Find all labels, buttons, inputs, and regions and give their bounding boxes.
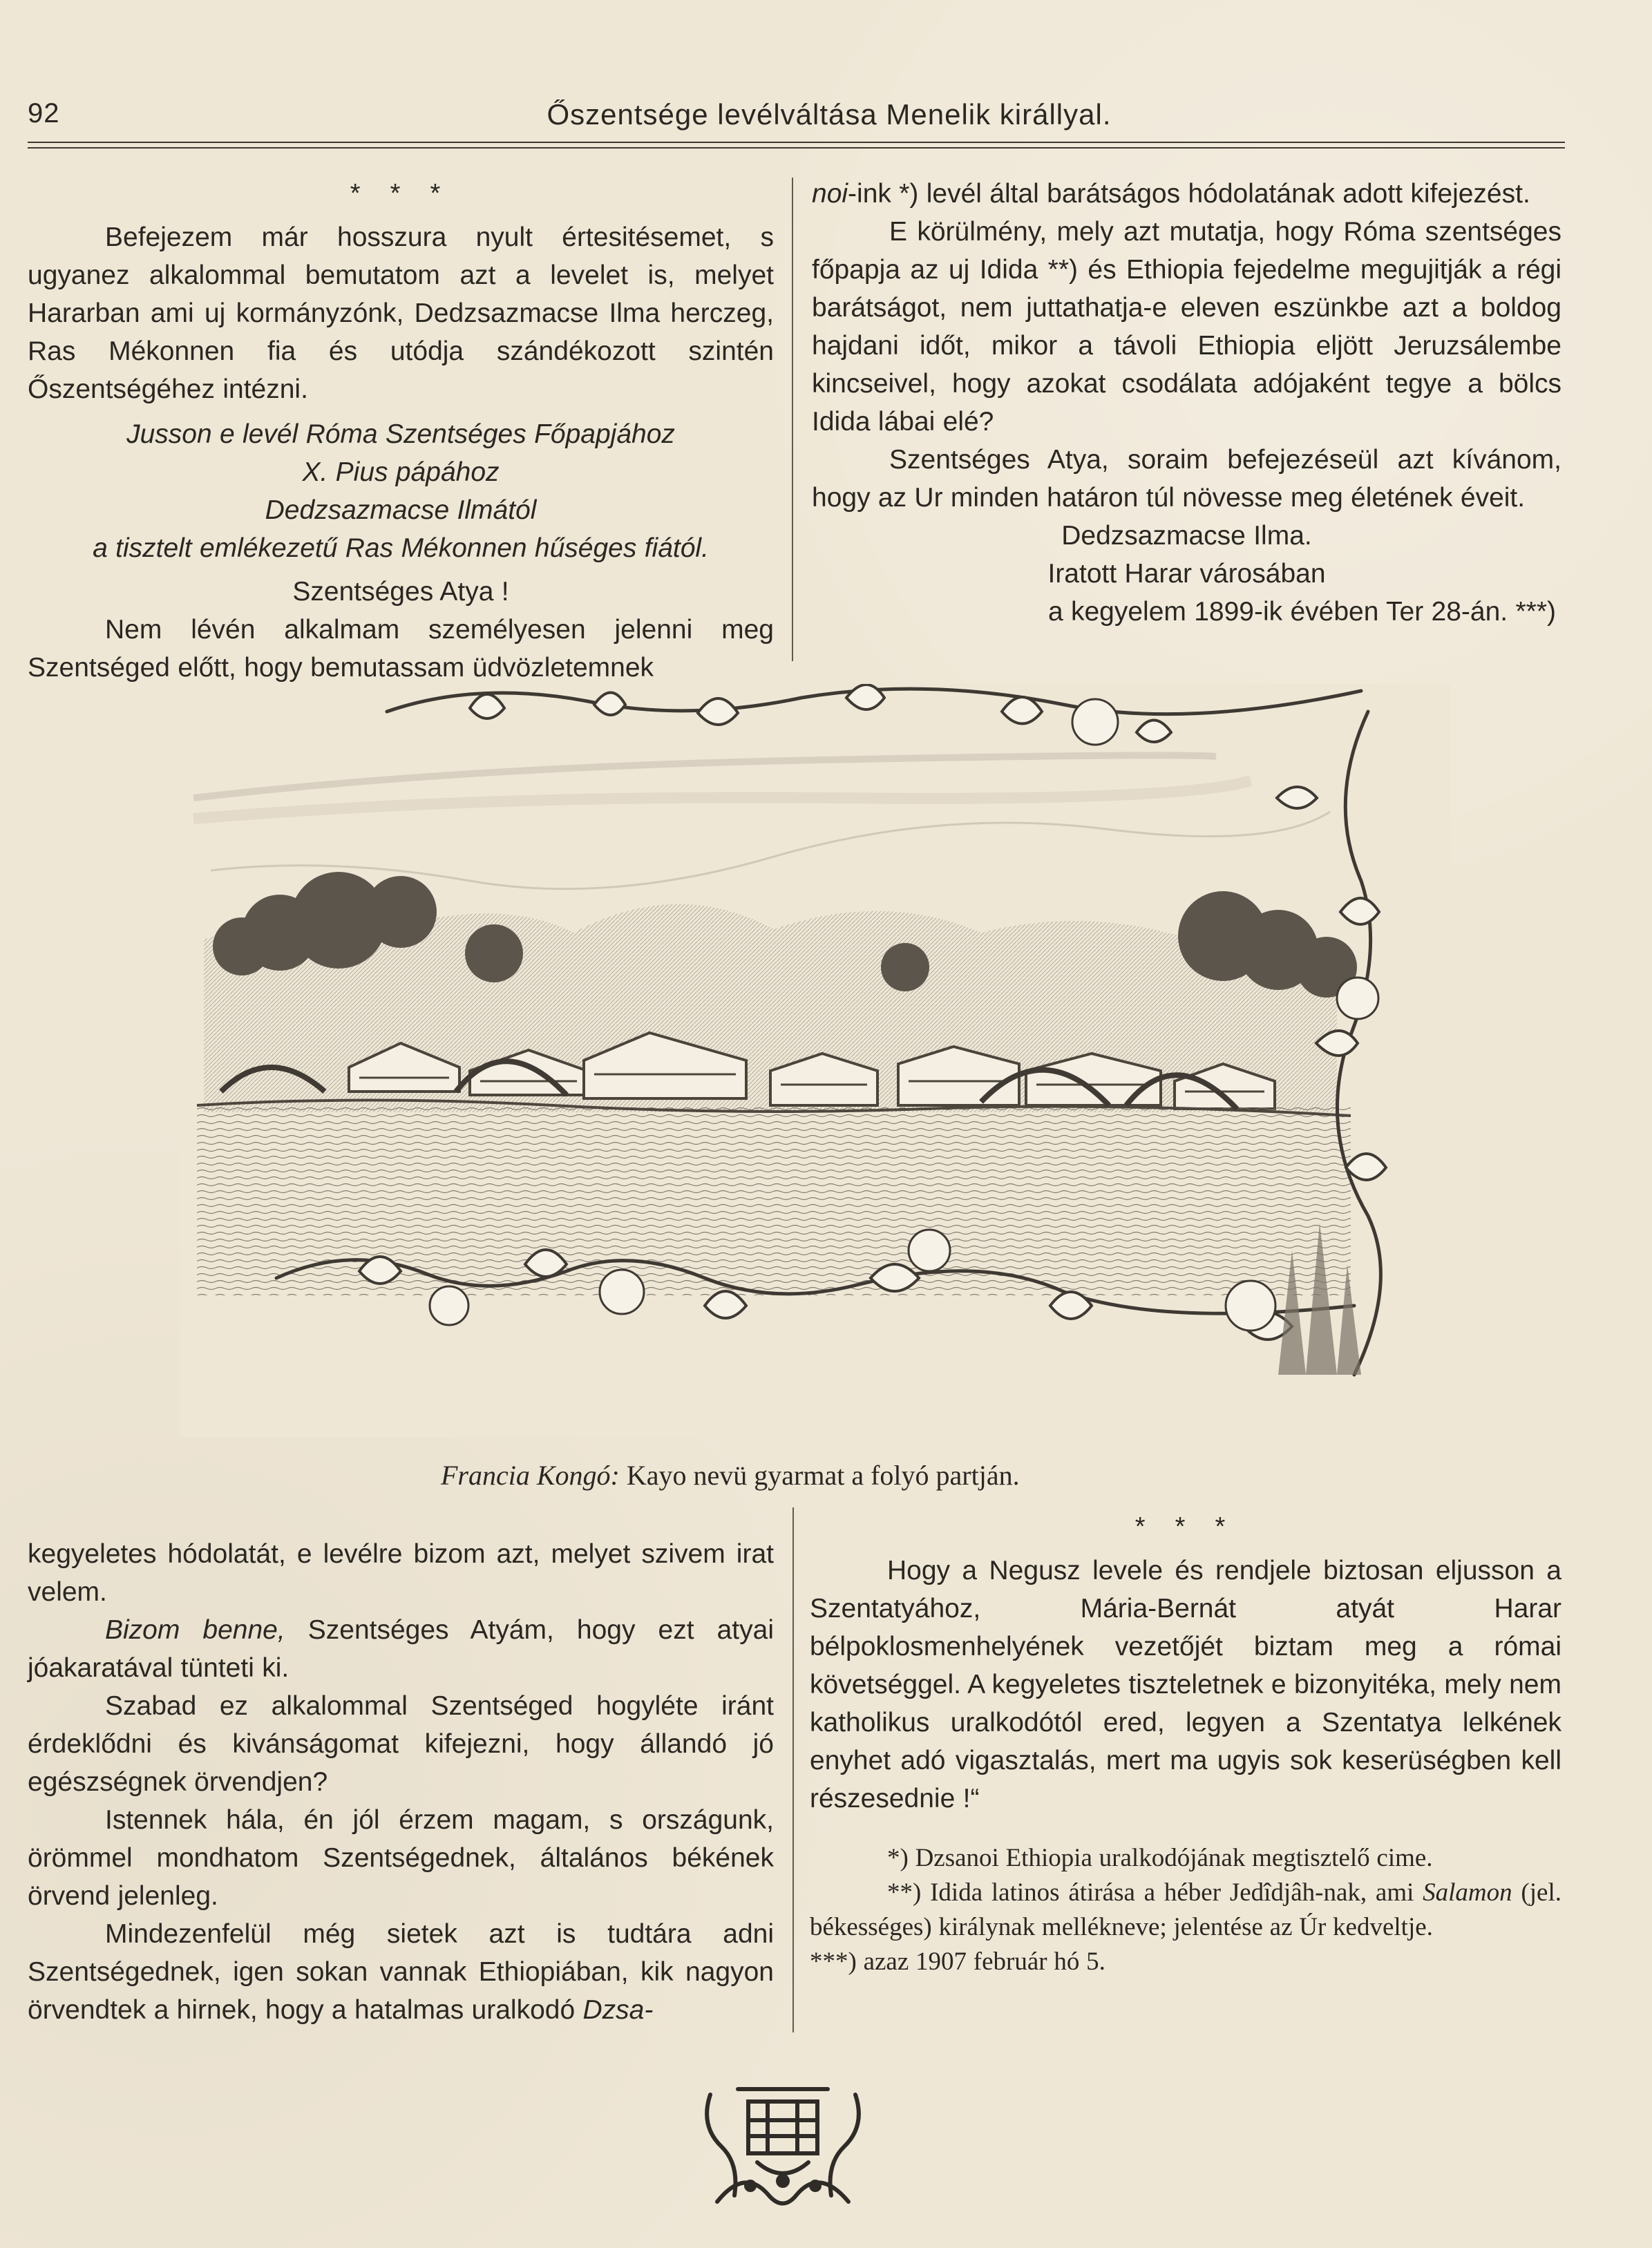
- column-divider-top: [792, 178, 793, 661]
- column-divider-bottom: [792, 1507, 794, 2032]
- letter-place: Iratott Harar városában: [1047, 559, 1326, 589]
- salutation: Szentséges Atya !: [292, 577, 509, 607]
- bottom-section-stars: * * *: [1134, 1512, 1237, 1541]
- illustration-caption: [441, 1459, 1159, 1492]
- left-top-column: [28, 175, 774, 687]
- footnote-2-italic: Salamon: [1423, 1878, 1512, 1907]
- closing-wish-paragraph: Szentséges Atya, soraim befejezéseül azt kívánom, hogy az Ur minden határon túl növesse meg életének éveit.: [812, 445, 1561, 513]
- address-line-2: X. Pius pápához: [302, 457, 500, 487]
- continued-paragraph: [812, 175, 1561, 213]
- french-congo-engraving: [180, 684, 1451, 1437]
- trust-paragraph: [28, 1611, 774, 1687]
- right-top-column: [812, 175, 1561, 631]
- news-paragraph: [28, 1915, 774, 2029]
- noi-word: noi: [812, 179, 848, 209]
- health-paragraph: Szabad ez alkalommal Szentséged hogyléte iránt érdeklődni és kivánságomat kifejezni, hogy állandó jó egészségnek örvendjen?: [28, 1691, 774, 1797]
- address-line-3: Dedzsazmacse Ilmától: [265, 495, 537, 525]
- address-line-1: Jusson e levél Róma Szentséges Főpapjához: [126, 419, 675, 449]
- page-number: 92: [28, 98, 60, 128]
- header-rule: [28, 142, 1565, 149]
- footnote-2-rest: (jel. békességes) királynak melléknevе; jelentése az Úr kedveltje.: [810, 1878, 1561, 1941]
- letter-date: a kegyelem 1899-ik évében Ter 28-án. ***): [1047, 597, 1556, 627]
- footnote-2-lead: **) Idida latinos átirása a héber Jedîdjâh-nak, ami: [887, 1878, 1423, 1907]
- trust-lead: Bizom benne,: [105, 1615, 285, 1645]
- delivery-paragraph: Hogy a Negusz levele és rendjele biztosan eljusson a Szentatyához, Mária-Bernát atyát Harar bélpoklosmenhelyének vezetőjét biztam meg a római követséggel. A kegyeletes tiszteletnek e bizonyitéka, mely nem katholikus uralkodótól ered, legyen a Szentatya lelkének enyhet adó vigasztalás, mert ma ugyis sok keserüségben kell részesednie !“: [810, 1556, 1561, 1813]
- intro-paragraph: Befejezem már hosszura nyult értesitésemet, s ugyanez alkalommal bemutatom azt a levelet is, melyet Hararban ami uj kormányzónk, Dedzsazmacse Ilma herczeg, Ras Mékonnen fia és utódja szándékozott szintén Őszentségéhez intézni.: [28, 222, 774, 404]
- circumstance-paragraph: E körülmény, mely azt mutatja, hogy Róma szentséges főpapja az uj Idida **) és Ethiopia fejedelme megujitják a régi barátságot, nem juttathatja-e eleven eszünkbe azt a boldog hajdani időt, mikor a távoli Ethiopia eljött Jeruzsálembe kincseivel, hogy azokat csodálata adójaként tegye a bölcs Idida lábai elé?: [812, 217, 1561, 437]
- caption-place: Francia Kongó:: [441, 1460, 620, 1491]
- peace-paragraph: Istennek hála, én jól érzem magam, s országunk, örömmel mondhatom Szentségednek, általános békének örvend jelenleg.: [28, 1805, 774, 1911]
- decorative-ornament-icon: [696, 2081, 869, 2209]
- section-stars: * * *: [350, 179, 452, 208]
- caption-text: Kayo nevü gyarmat a folyó partján.: [626, 1460, 1020, 1491]
- letter-signature: Dedzsazmacse Ilma.: [1061, 521, 1312, 551]
- right-bottom-column: [810, 1508, 1561, 1979]
- news-italic-end: Dzsa-: [582, 1995, 654, 2025]
- homage-paragraph: kegyeletes hódolatát, e levélre bizom azt, melyet szivem irat velem.: [28, 1539, 774, 1607]
- continued-paragraph-rest: -ink *) levél által barátságos hódolatának adott kifejezést.: [848, 179, 1530, 209]
- footnote-1: *) Dzsanoi Ethiopia uralkodójának megtisztelő cime.: [887, 1844, 1433, 1872]
- trust-rest: Szentséges Atyám, hogy ezt atyai jóakaratával tünteti ki.: [28, 1615, 774, 1683]
- footnote-3: ***) azaz 1907 február hó 5.: [810, 1947, 1105, 1976]
- footnotes: [810, 1841, 1561, 1979]
- running-title: Őszentsége levélváltása Menelik királlyal.: [547, 98, 1112, 131]
- news-lead: Mindezenfelül még sietek azt is tudtára adni Szentségednek, igen sokan vannak Ethiopiában, kik nagyon örvendtek a hirnek, hogy a hatalmas uralkodó: [28, 1919, 774, 2025]
- address-line-4: a tisztelt emlékezetű Ras Mékonnen hűséges fiától.: [93, 533, 709, 563]
- letter-opening-paragraph: Nem lévén alkalmam személyesen jelenni meg Szentséged előtt, hogy bemutassam üdvözletemnek: [28, 615, 774, 683]
- left-bottom-column: [28, 1535, 774, 2029]
- footnote-2: [810, 1876, 1561, 1945]
- page-header: [28, 98, 1565, 140]
